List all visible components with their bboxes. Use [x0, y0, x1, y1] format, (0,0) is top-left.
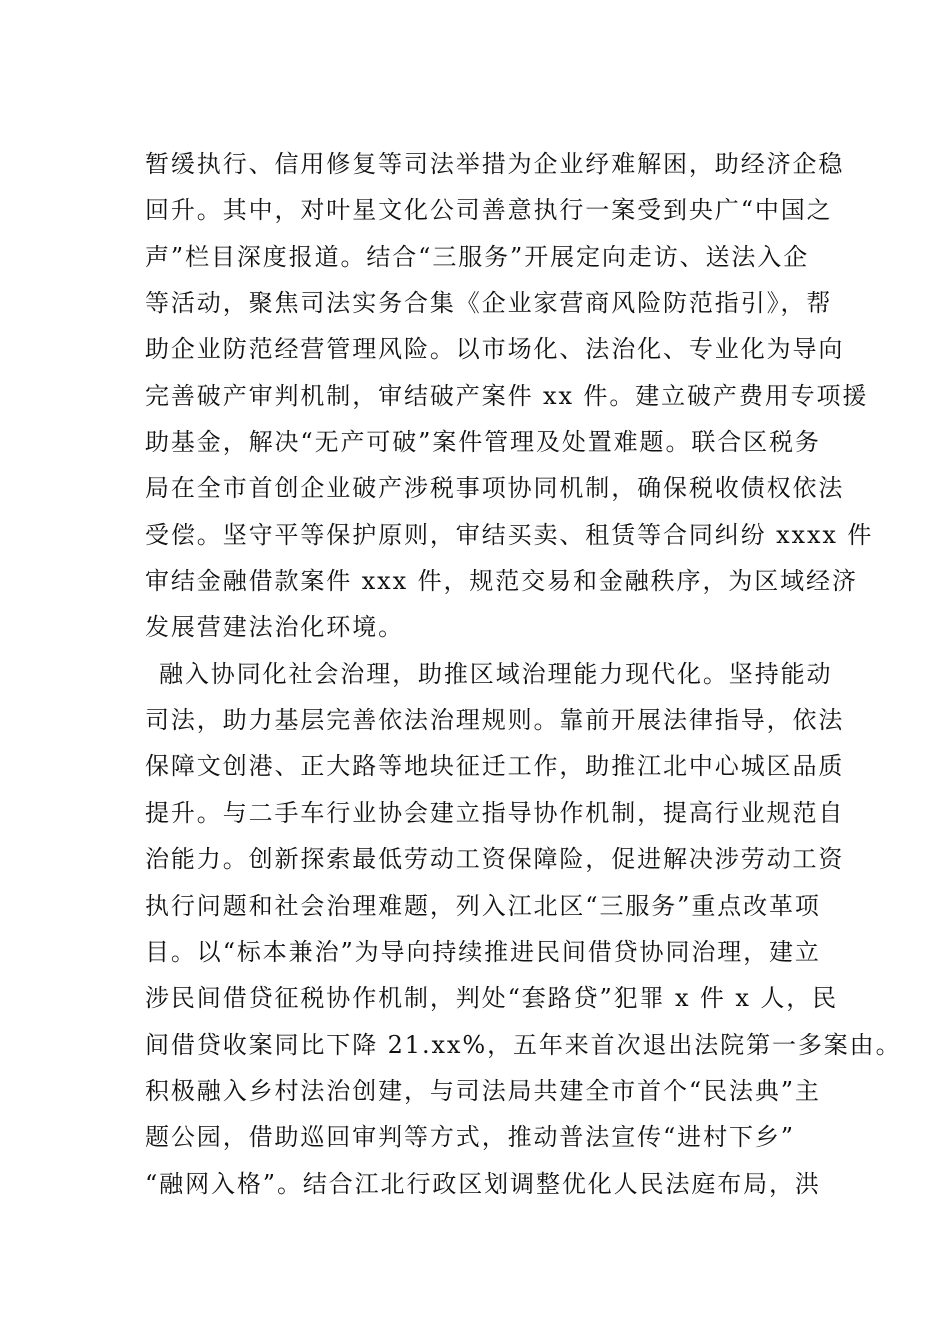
- text-line: 执行问题和社会治理难题，列入江北区“三服务”重点改革项: [145, 891, 821, 920]
- text-line: 审结金融借款案件 xxx 件，规范交易和金融秩序，为区域经济: [145, 567, 858, 596]
- text-line: 提升。与二手车行业协会建立指导协作机制，提高行业规范自: [145, 798, 845, 827]
- paragraph-start-line: 融入协同化社会治理，助推区域治理能力现代化。坚持能动: [159, 659, 833, 688]
- text-line: 声”栏目深度报道。结合“三服务”开展定向走访、送法入企: [145, 242, 810, 271]
- text-line: 局在全市首创企业破产涉税事项协同机制，确保税收债权依法: [145, 474, 845, 503]
- text-line: 司法，助力基层完善依法治理规则。靠前开展法律指导，依法: [145, 706, 845, 735]
- text-line: 等活动，聚焦司法实务合集《企业家营商风险防范指引》，帮: [145, 289, 833, 318]
- text-line: 保障文创港、正大路等地块征迁工作，助推江北中心城区品质: [145, 752, 845, 781]
- text-line: 助企业防范经营管理风险。以市场化、法治化、专业化为导向: [145, 335, 845, 364]
- text-line: 助基金，解决“无产可破”案件管理及处置难题。联合区税务: [145, 428, 821, 457]
- text-line: 受偿。坚守平等保护原则，审结买卖、租赁等合同纠纷 xxxx 件: [145, 520, 874, 549]
- text-line: 治能力。创新探索最低劳动工资保障险，促进解决涉劳动工资: [145, 845, 845, 874]
- text-line: 涉民间借贷征税协作机制，判处“套路贷”犯罪 x 件 x 人，民: [145, 984, 839, 1013]
- text-line: 题公园，借助巡回审判等方式，推动普法宣传“进村下乡”: [145, 1123, 795, 1152]
- text-line: “融网入格”。结合江北行政区划调整优化人民法庭布局，洪: [145, 1169, 821, 1198]
- body-text: [145, 141, 902, 1207]
- text-line: 完善破产审判机制，审结破产案件 xx 件。建立破产费用专项援: [145, 381, 869, 410]
- text-line: 发展营建法治化环境。: [145, 613, 404, 642]
- text-line: 回升。其中，对叶星文化公司善意执行一案受到央广“中国之: [145, 196, 833, 225]
- text-line: 暂缓执行、信用修复等司法举措为企业纾难解困，助经济企稳: [145, 150, 845, 178]
- text-line: 目。以“标本兼治”为导向持续推进民间借贷协同治理，建立: [145, 937, 821, 966]
- text-line: 间借贷收案同比下降 21.xx%，五年来首次退出法院第一多案由。: [145, 1030, 902, 1059]
- text-line: 积极融入乡村法治创建，与司法局共建全市首个“民法典”主: [145, 1076, 821, 1105]
